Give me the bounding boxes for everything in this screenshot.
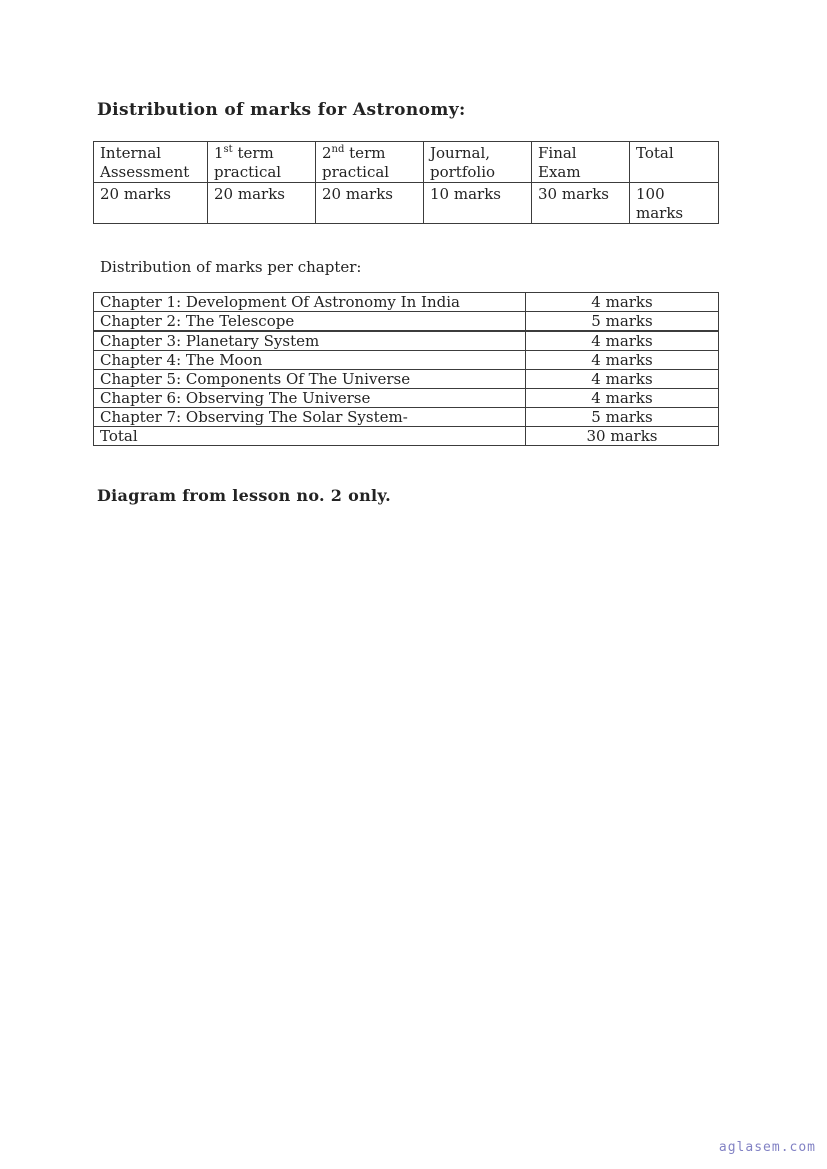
value-final-exam: 30 marks xyxy=(532,183,630,224)
chapter-marks-table xyxy=(93,292,719,446)
chapter-row-total xyxy=(94,427,719,446)
chapter-row-1 xyxy=(94,293,719,312)
header-first-term-practical: 1st term practical xyxy=(208,142,316,183)
value-first-term-practical: 20 marks xyxy=(208,183,316,224)
chapter-label: Chapter 4: The Moon xyxy=(94,351,526,370)
chapter-row-2 xyxy=(94,312,719,332)
marks-table-header-row xyxy=(94,142,719,183)
chapter-row-3 xyxy=(94,331,719,351)
marks-table-value-row xyxy=(94,183,719,224)
aglasem-watermark: aglasem.com xyxy=(718,1140,816,1155)
chapter-label: Chapter 5: Components Of The Universe xyxy=(94,370,526,389)
chapter-marks: 4 marks xyxy=(526,389,719,408)
header-internal-assessment: Internal Assessment xyxy=(94,142,208,183)
chapter-row-6 xyxy=(94,389,719,408)
header-total: Total xyxy=(630,142,719,183)
chapter-label: Chapter 7: Observing The Solar System- xyxy=(94,408,526,427)
chapter-marks: 4 marks xyxy=(526,351,719,370)
chapter-row-7 xyxy=(94,408,719,427)
diagram-note: Diagram from lesson no. 2 only. xyxy=(97,486,392,505)
value-second-term-practical: 20 marks xyxy=(316,183,424,224)
chapter-total-label: Total xyxy=(94,427,526,446)
header-final-exam: Final Exam xyxy=(532,142,630,183)
chapter-marks: 5 marks xyxy=(526,312,719,332)
chapter-label: Chapter 1: Development Of Astronomy In India xyxy=(94,293,526,312)
chapter-label: Chapter 2: The Telescope xyxy=(94,312,526,332)
chapter-row-4 xyxy=(94,351,719,370)
chapter-marks: 4 marks xyxy=(526,370,719,389)
marks-distribution-table xyxy=(93,141,719,224)
value-total: 100 marks xyxy=(630,183,719,224)
chapter-marks: 5 marks xyxy=(526,408,719,427)
page-title: Distribution of marks for Astronomy: xyxy=(97,100,466,120)
header-second-term-practical: 2nd term practical xyxy=(316,142,424,183)
header-journal-portfolio: Journal, portfolio xyxy=(424,142,532,183)
value-journal-portfolio: 10 marks xyxy=(424,183,532,224)
chapter-marks: 4 marks xyxy=(526,331,719,351)
chapter-marks: 4 marks xyxy=(526,293,719,312)
chapter-row-5 xyxy=(94,370,719,389)
chapter-label: Chapter 6: Observing The Universe xyxy=(94,389,526,408)
chapter-total-marks: 30 marks xyxy=(526,427,719,446)
chapter-label: Chapter 3: Planetary System xyxy=(94,331,526,351)
chapter-section-label: Distribution of marks per chapter: xyxy=(100,258,362,276)
value-internal-assessment: 20 marks xyxy=(94,183,208,224)
